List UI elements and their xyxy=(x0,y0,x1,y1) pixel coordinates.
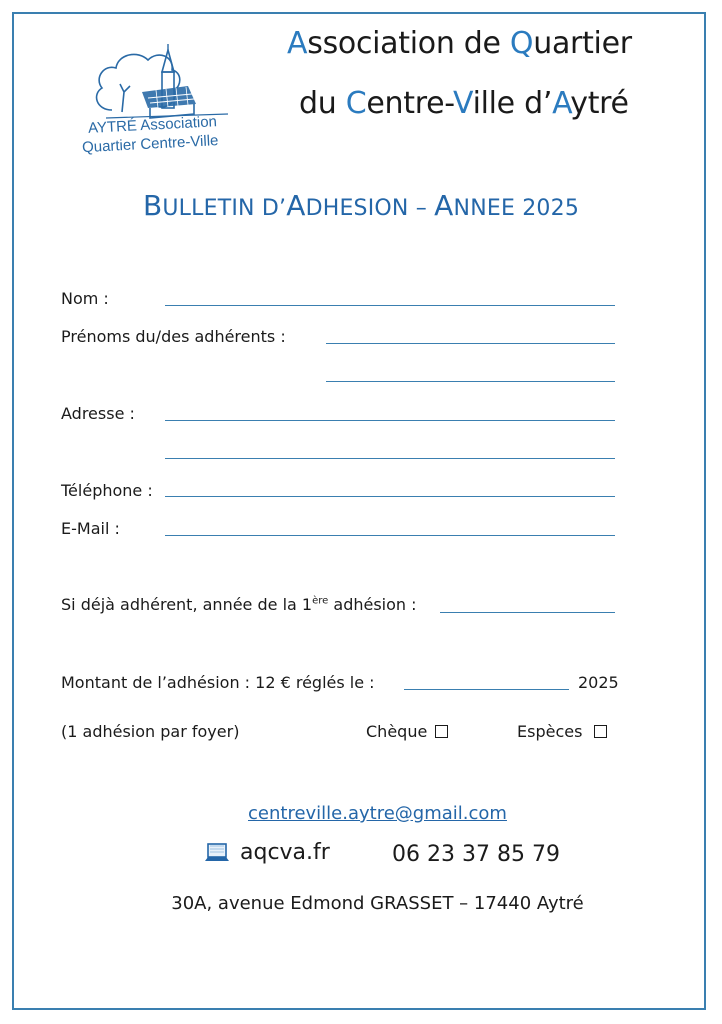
foyer-note: (1 adhésion par foyer) xyxy=(61,722,240,741)
heading-part: DHESION – xyxy=(305,196,435,221)
cheque-option[interactable] xyxy=(366,722,448,741)
adresse-field-line-1[interactable] xyxy=(165,420,615,421)
prenoms-field-line-1[interactable] xyxy=(326,343,615,344)
phone-number: 06 23 37 85 79 xyxy=(392,842,560,867)
montant-label: Montant de l’adhésion : 12 € réglés le : xyxy=(61,673,375,692)
heading-part: B xyxy=(142,189,163,222)
deja-adherent-label xyxy=(61,595,417,614)
title-text: ssociation de xyxy=(307,26,510,61)
prenoms-label: Prénoms du/des adhérents : xyxy=(61,327,286,346)
title-initial-a: A xyxy=(287,26,308,61)
prenoms-field-line-2[interactable] xyxy=(326,381,615,382)
title-text: du xyxy=(299,86,346,121)
telephone-label: Téléphone : xyxy=(61,481,153,500)
logo-text-line1: AYTRÉ Association xyxy=(87,113,218,137)
website-text[interactable]: aqcva.fr xyxy=(240,840,330,865)
title-text: uartier xyxy=(533,26,632,61)
heading-part: A xyxy=(286,189,306,222)
deja-superscript: ère xyxy=(312,595,329,607)
nom-label: Nom : xyxy=(61,289,109,308)
adresse-label: Adresse : xyxy=(61,404,135,423)
title-initial-c: C xyxy=(345,86,367,121)
especes-label: Espèces xyxy=(517,722,583,741)
email-field-line[interactable] xyxy=(165,535,615,536)
deja-text: adhésion : xyxy=(328,595,417,614)
laptop-icon xyxy=(204,842,230,868)
association-logo xyxy=(78,42,248,167)
title-text: entre- xyxy=(366,86,453,121)
especes-option[interactable] xyxy=(517,722,607,741)
telephone-field-line[interactable] xyxy=(165,496,615,497)
title-initial-q: Q xyxy=(509,26,534,61)
title-text: ytré xyxy=(570,86,629,121)
cheque-label: Chèque xyxy=(366,722,428,741)
title-line-1 xyxy=(287,26,632,61)
heading-part: NNEE 2025 xyxy=(453,196,580,221)
cheque-checkbox[interactable] xyxy=(435,725,448,738)
contact-email-link[interactable]: centreville.aytre@gmail.com xyxy=(248,803,507,824)
title-initial-a: A xyxy=(552,86,571,121)
deja-text: Si déjà adhérent, année de la 1 xyxy=(61,595,313,614)
heading-part: A xyxy=(434,189,454,222)
bulletin-heading xyxy=(0,189,722,222)
date-reglement-field-line[interactable] xyxy=(404,689,569,690)
title-text: ille d’ xyxy=(472,86,553,121)
logo-text-line2: Quartier Centre-Ville xyxy=(81,132,219,157)
especes-checkbox[interactable] xyxy=(594,725,607,738)
postal-address: 30A, avenue Edmond GRASSET – 17440 Aytré xyxy=(171,893,584,914)
premiere-adhesion-field-line[interactable] xyxy=(440,612,615,613)
adresse-field-line-2[interactable] xyxy=(165,458,615,459)
title-line-2 xyxy=(299,86,629,121)
montant-year: 2025 xyxy=(578,673,619,692)
nom-field-line[interactable] xyxy=(165,305,615,306)
title-initial-v: V xyxy=(453,86,473,121)
email-label: E-Mail : xyxy=(61,519,120,538)
logo-drawing xyxy=(78,42,248,122)
heading-part: ULLETIN D’ xyxy=(162,196,287,221)
